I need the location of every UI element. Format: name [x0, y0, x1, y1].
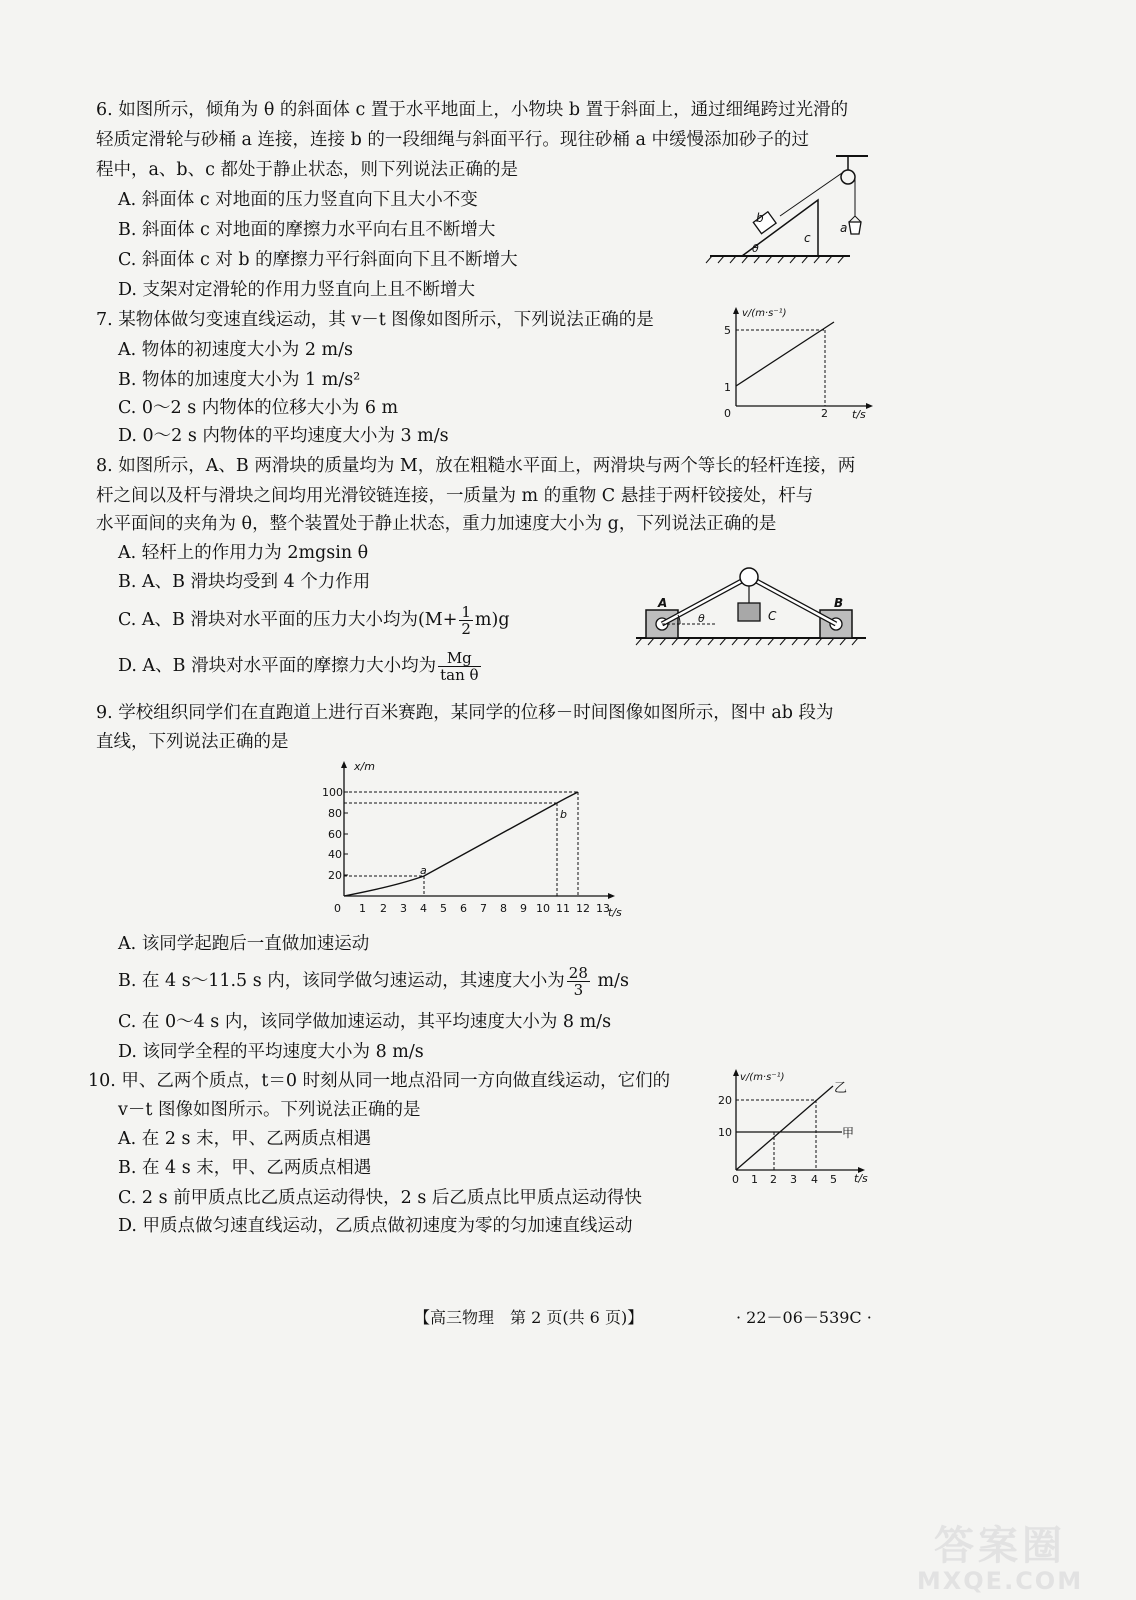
- q9-xtick-5: 5: [440, 902, 447, 915]
- q9-xtick-6: 6: [460, 902, 467, 915]
- q9-stem-line2: 直线，下列说法正确的是: [96, 732, 289, 752]
- q7-ylabel: v/(m·s⁻¹): [742, 308, 787, 319]
- q9-option-d: D. 该同学全程的平均速度大小为 8 m/s: [118, 1042, 424, 1062]
- q10-xtick-4: 4: [811, 1173, 818, 1186]
- q10-ylabel: v/(m·s⁻¹): [740, 1072, 785, 1083]
- q8-option-b: B. A、B 滑块均受到 4 个力作用: [118, 572, 371, 592]
- q9-ytick-20: 20: [328, 869, 342, 882]
- q6-option-c: C. 斜面体 c 对 b 的摩擦力平行斜面向下且不断增大: [118, 250, 518, 270]
- q8-option-c: [118, 602, 510, 638]
- q10-option-b: B. 在 4 s 末，甲、乙两质点相遇: [118, 1158, 372, 1178]
- q9-xtick-9: 9: [520, 902, 527, 915]
- q9-xtick-13: 13: [596, 902, 610, 915]
- q7-tick-x0: 0: [724, 407, 731, 420]
- q8-option-c-text: C. A、B 滑块对水平面的压力大小均为(M+: [118, 610, 458, 630]
- watermark-logo: [880, 1525, 1120, 1595]
- q10-xtick-5: 5: [830, 1173, 837, 1186]
- q6-label-c: c: [804, 231, 811, 245]
- q10-vt-graph: [718, 1066, 888, 1190]
- q9-option-c: C. 在 0～4 s 内，该同学做加速运动，其平均速度大小为 8 m/s: [118, 1012, 612, 1032]
- q10-option-d: D. 甲质点做匀速直线运动，乙质点做初速度为零的匀加速直线运动: [118, 1216, 633, 1236]
- q8-stem-line3: 水平面间的夹角为 θ，整个装置处于静止状态，重力加速度大小为 g，下列说法正确的是: [96, 514, 777, 534]
- exam-code: · 22－06－539C ·: [736, 1308, 872, 1327]
- q7-vt-graph: [718, 302, 878, 422]
- watermark-title: 答案圈: [934, 1523, 1066, 1569]
- q10-stem-line1: 10. 甲、乙两个质点，t＝0 时刻从同一地点沿同一方向做直线运动，它们的: [88, 1071, 671, 1091]
- q9-ytick-60: 60: [328, 828, 342, 841]
- q9-xtick-0: 0: [334, 902, 341, 915]
- q9-ylabel: x/m: [354, 760, 375, 773]
- q6-incline-figure: [700, 150, 880, 270]
- q6-stem-line3: 程中，a、b、c 都处于静止状态，则下列说法正确的是: [96, 160, 518, 180]
- q8-option-d-fraction: $\frac{Mg}{\text{tan θ}}$: [440, 649, 479, 684]
- q6-option-b: B. 斜面体 c 对地面的摩擦力水平向右且不断增大: [118, 220, 496, 240]
- q9-xticks: [334, 902, 610, 915]
- q6-stem-line2: 轻质定滑轮与砂桶 a 连接，连接 b 的一段细绳与斜面平行。现往砂桶 a 中缓慢添加砂子的过: [96, 130, 809, 150]
- q7-option-a: A. 物体的初速度大小为 2 m/s: [118, 340, 353, 360]
- q8-option-c-fraction: $\frac{1}{2}$: [461, 603, 471, 638]
- q7-xlabel: t/s: [852, 408, 866, 421]
- q9-option-b-text: B. 在 4 s～11.5 s 内，该同学做匀速运动，其速度大小为: [118, 971, 565, 991]
- q10-stem-line2: v－t 图像如图所示。下列说法正确的是: [118, 1100, 421, 1120]
- q9-option-a: A. 该同学起跑后一直做加速运动: [118, 934, 370, 954]
- q9-stem-line1: 9. 学校组织同学们在直跑道上进行百米赛跑，某同学的位移－时间图像如图所示，图中 ab 段为: [96, 703, 834, 723]
- q9-xtick-4: 4: [420, 902, 427, 915]
- page-footer: 【高三物理 第 2 页(共 6 页)】: [414, 1308, 644, 1327]
- q8-sliders-figure: [636, 565, 868, 655]
- q7-tick-x2: 2: [821, 407, 828, 420]
- q8-option-d-text: D. A、B 滑块对水平面的摩擦力大小均为: [118, 656, 437, 676]
- q7-option-d: D. 0～2 s 内物体的平均速度大小为 3 m/s: [118, 426, 449, 446]
- q10-xtick-2: 2: [770, 1173, 777, 1186]
- q10-xtick-1: 1: [751, 1173, 758, 1186]
- q8-stem-line2: 杆之间以及杆与滑块之间均用光滑铰链连接，一质量为 m 的重物 C 悬挂于两杆铰接处，杆与: [96, 486, 814, 506]
- q9-xtick-2: 2: [380, 902, 387, 915]
- q7-option-c: C. 0～2 s 内物体的位移大小为 6 m: [118, 398, 399, 418]
- q8-label-theta: θ: [698, 612, 705, 625]
- q9-ytick-100: 100: [322, 786, 343, 799]
- watermark-url: MXQE.COM: [916, 1567, 1084, 1595]
- q6-label-theta: θ: [752, 242, 759, 255]
- q10-xtick-3: 3: [790, 1173, 797, 1186]
- q9-option-b-fraction: $\frac{28}{3}$: [568, 964, 588, 999]
- q10-label-yi: 乙: [834, 1081, 848, 1096]
- q10-xlabel: t/s: [854, 1172, 868, 1185]
- q9-xlabel: t/s: [608, 906, 622, 919]
- q9-xtick-12: 12: [576, 902, 590, 915]
- q8-label-c: C: [768, 609, 777, 623]
- q9-xtick-1: 1: [359, 902, 366, 915]
- q6-label-b: b: [756, 211, 764, 225]
- q9-xtick-11: 11: [556, 902, 570, 915]
- q9-xtick-7: 7: [480, 902, 487, 915]
- q8-option-c-tail: m)g: [474, 610, 510, 630]
- q9-ytick-40: 40: [328, 848, 342, 861]
- q9-ytick-80: 80: [328, 807, 342, 820]
- q8-stem-line1: 8. 如图所示，A、B 两滑块的质量均为 M，放在粗糙水平面上，两滑块与两个等长的轻杆连接，两: [96, 456, 856, 476]
- q9-xtick-8: 8: [500, 902, 507, 915]
- q10-tick-y10: 10: [718, 1126, 732, 1139]
- q10-option-a: A. 在 2 s 末，甲、乙两质点相遇: [118, 1129, 372, 1149]
- q6-label-a: a: [840, 221, 848, 235]
- q8-label-b: B: [834, 596, 844, 610]
- q9-xtick-10: 10: [536, 902, 550, 915]
- q6-option-a: A. 斜面体 c 对地面的压力竖直向下且大小不变: [118, 190, 478, 210]
- q9-xt-graph: [322, 758, 636, 920]
- q6-option-d: D. 支架对定滑轮的作用力竖直向上且不断增大: [118, 280, 476, 300]
- q8-option-a: A. 轻杆上的作用力为 2mgsin θ: [118, 543, 369, 563]
- q9-point-a: a: [420, 864, 427, 877]
- q8-label-a: A: [658, 596, 668, 610]
- q10-option-c: C. 2 s 前甲质点比乙质点运动得快，2 s 后乙质点比甲质点运动得快: [118, 1188, 642, 1208]
- q9-point-b: b: [560, 808, 567, 821]
- q9-option-b: [118, 962, 629, 1000]
- q7-stem: 7. 某物体做匀变速直线运动，其 v－t 图像如图所示，下列说法正确的是: [96, 310, 654, 330]
- q7-option-b: B. 物体的加速度大小为 1 m/s²: [118, 370, 361, 390]
- q9-xtick-3: 3: [400, 902, 407, 915]
- q10-tick-y20: 20: [718, 1094, 732, 1107]
- q7-tick-y1: 1: [724, 381, 731, 394]
- q9-option-b-unit: m/s: [591, 971, 629, 991]
- q10-label-jia: 甲: [842, 1126, 855, 1140]
- q8-option-d: [118, 648, 483, 684]
- q6-stem-line1: 6. 如图所示，倾角为 θ 的斜面体 c 置于水平地面上，小物块 b 置于斜面上，通过细绳跨过光滑的: [96, 100, 849, 120]
- q7-tick-y5: 5: [724, 324, 731, 337]
- q10-xtick-0: 0: [732, 1173, 739, 1186]
